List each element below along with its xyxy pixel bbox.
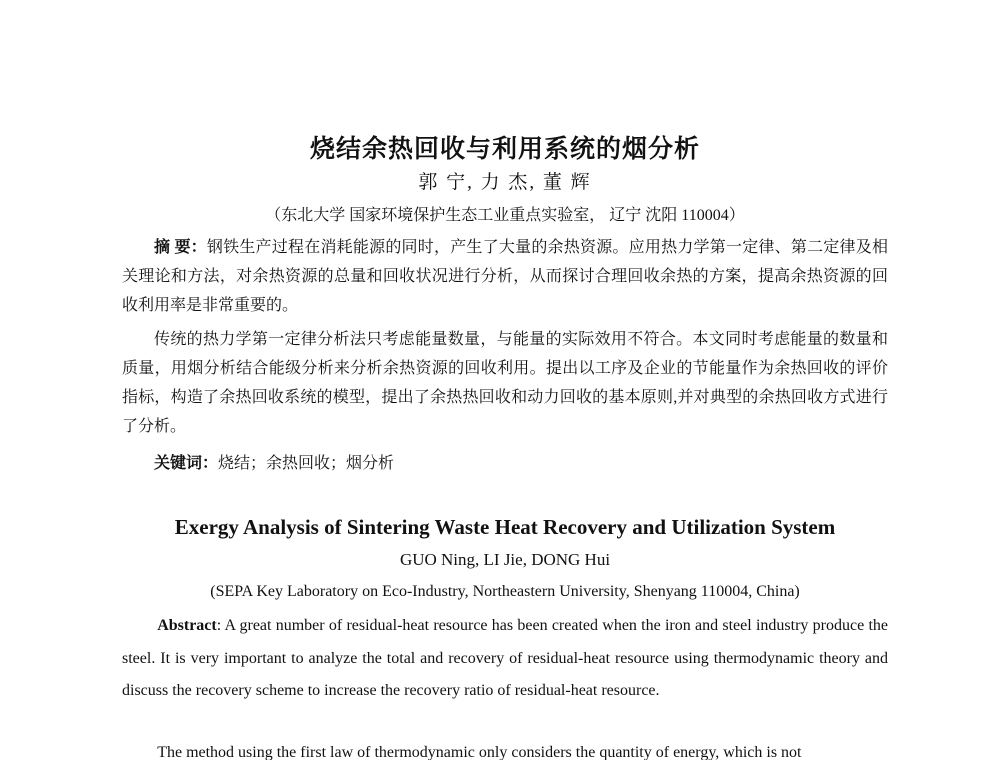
cn-keywords-label: 关键词： [154, 455, 219, 472]
cn-keywords [122, 449, 888, 478]
cn-affiliation: （东北大学 国家环境保护生态工业重点实验室， 辽宁 沈阳 110004） [265, 207, 745, 224]
cn-abstract-paragraph-2: 传统的热力学第一定律分析法只考虑能量数量，与能量的实际效用不符合。本文同时考虑能量的数量和质量，用烟分析结合能级分析来分析余热资源的回收利用。提出以工序及企业的节能量作为余热回收的评价指标，构造了余热回收系统的模型，提出了余热热回收和动力回收的基本原则,并对典型的余热回收方式进行了分析。 [122, 331, 888, 435]
en-affiliation: (SEPA Key Laboratory on Eco-Industry, Northeastern University, Shenyang 110004, China) [210, 583, 800, 600]
en-abstract-label: Abstract [157, 617, 217, 634]
en-abstract-text: : A great number of residual-heat resource has been created when the iron and steel industry produce the steel. It is very important to analyze the total and recovery of residual-heat resource using thermodynamic theory and discuss the recovery scheme to increase the recovery ratio of residual-heat resource. [122, 617, 888, 699]
cn-abstract-text: 钢铁生产过程在消耗能源的同时，产生了大量的余热资源。应用热力学第一定律、第二定律及相关理论和方法，对余热资源的总量和回收状况进行分析，从而探讨合理回收余热的方案，提高余热资源的回收利用率是非常重要的。 [122, 239, 888, 314]
cn-keywords-text: 烧结；余热回收；烟分析 [218, 455, 395, 472]
cn-authors: 郭 宁, 力 杰, 董 辉 [418, 172, 592, 193]
en-title: Exergy Analysis of Sintering Waste Heat Recovery and Utilization System [174, 515, 836, 539]
en-authors: GUO Ning, LI Jie, DONG Hui [399, 550, 611, 569]
cn-abstract-label: 摘 要： [154, 239, 207, 256]
en-abstract-paragraph-2: The method using the first law of thermodynamic only considers the quantity of energy, which is not [157, 744, 802, 760]
en-abstract [122, 610, 888, 708]
cn-abstract [122, 233, 888, 320]
cn-title: 烧结余热回收与利用系统的烟分析 [309, 136, 700, 163]
